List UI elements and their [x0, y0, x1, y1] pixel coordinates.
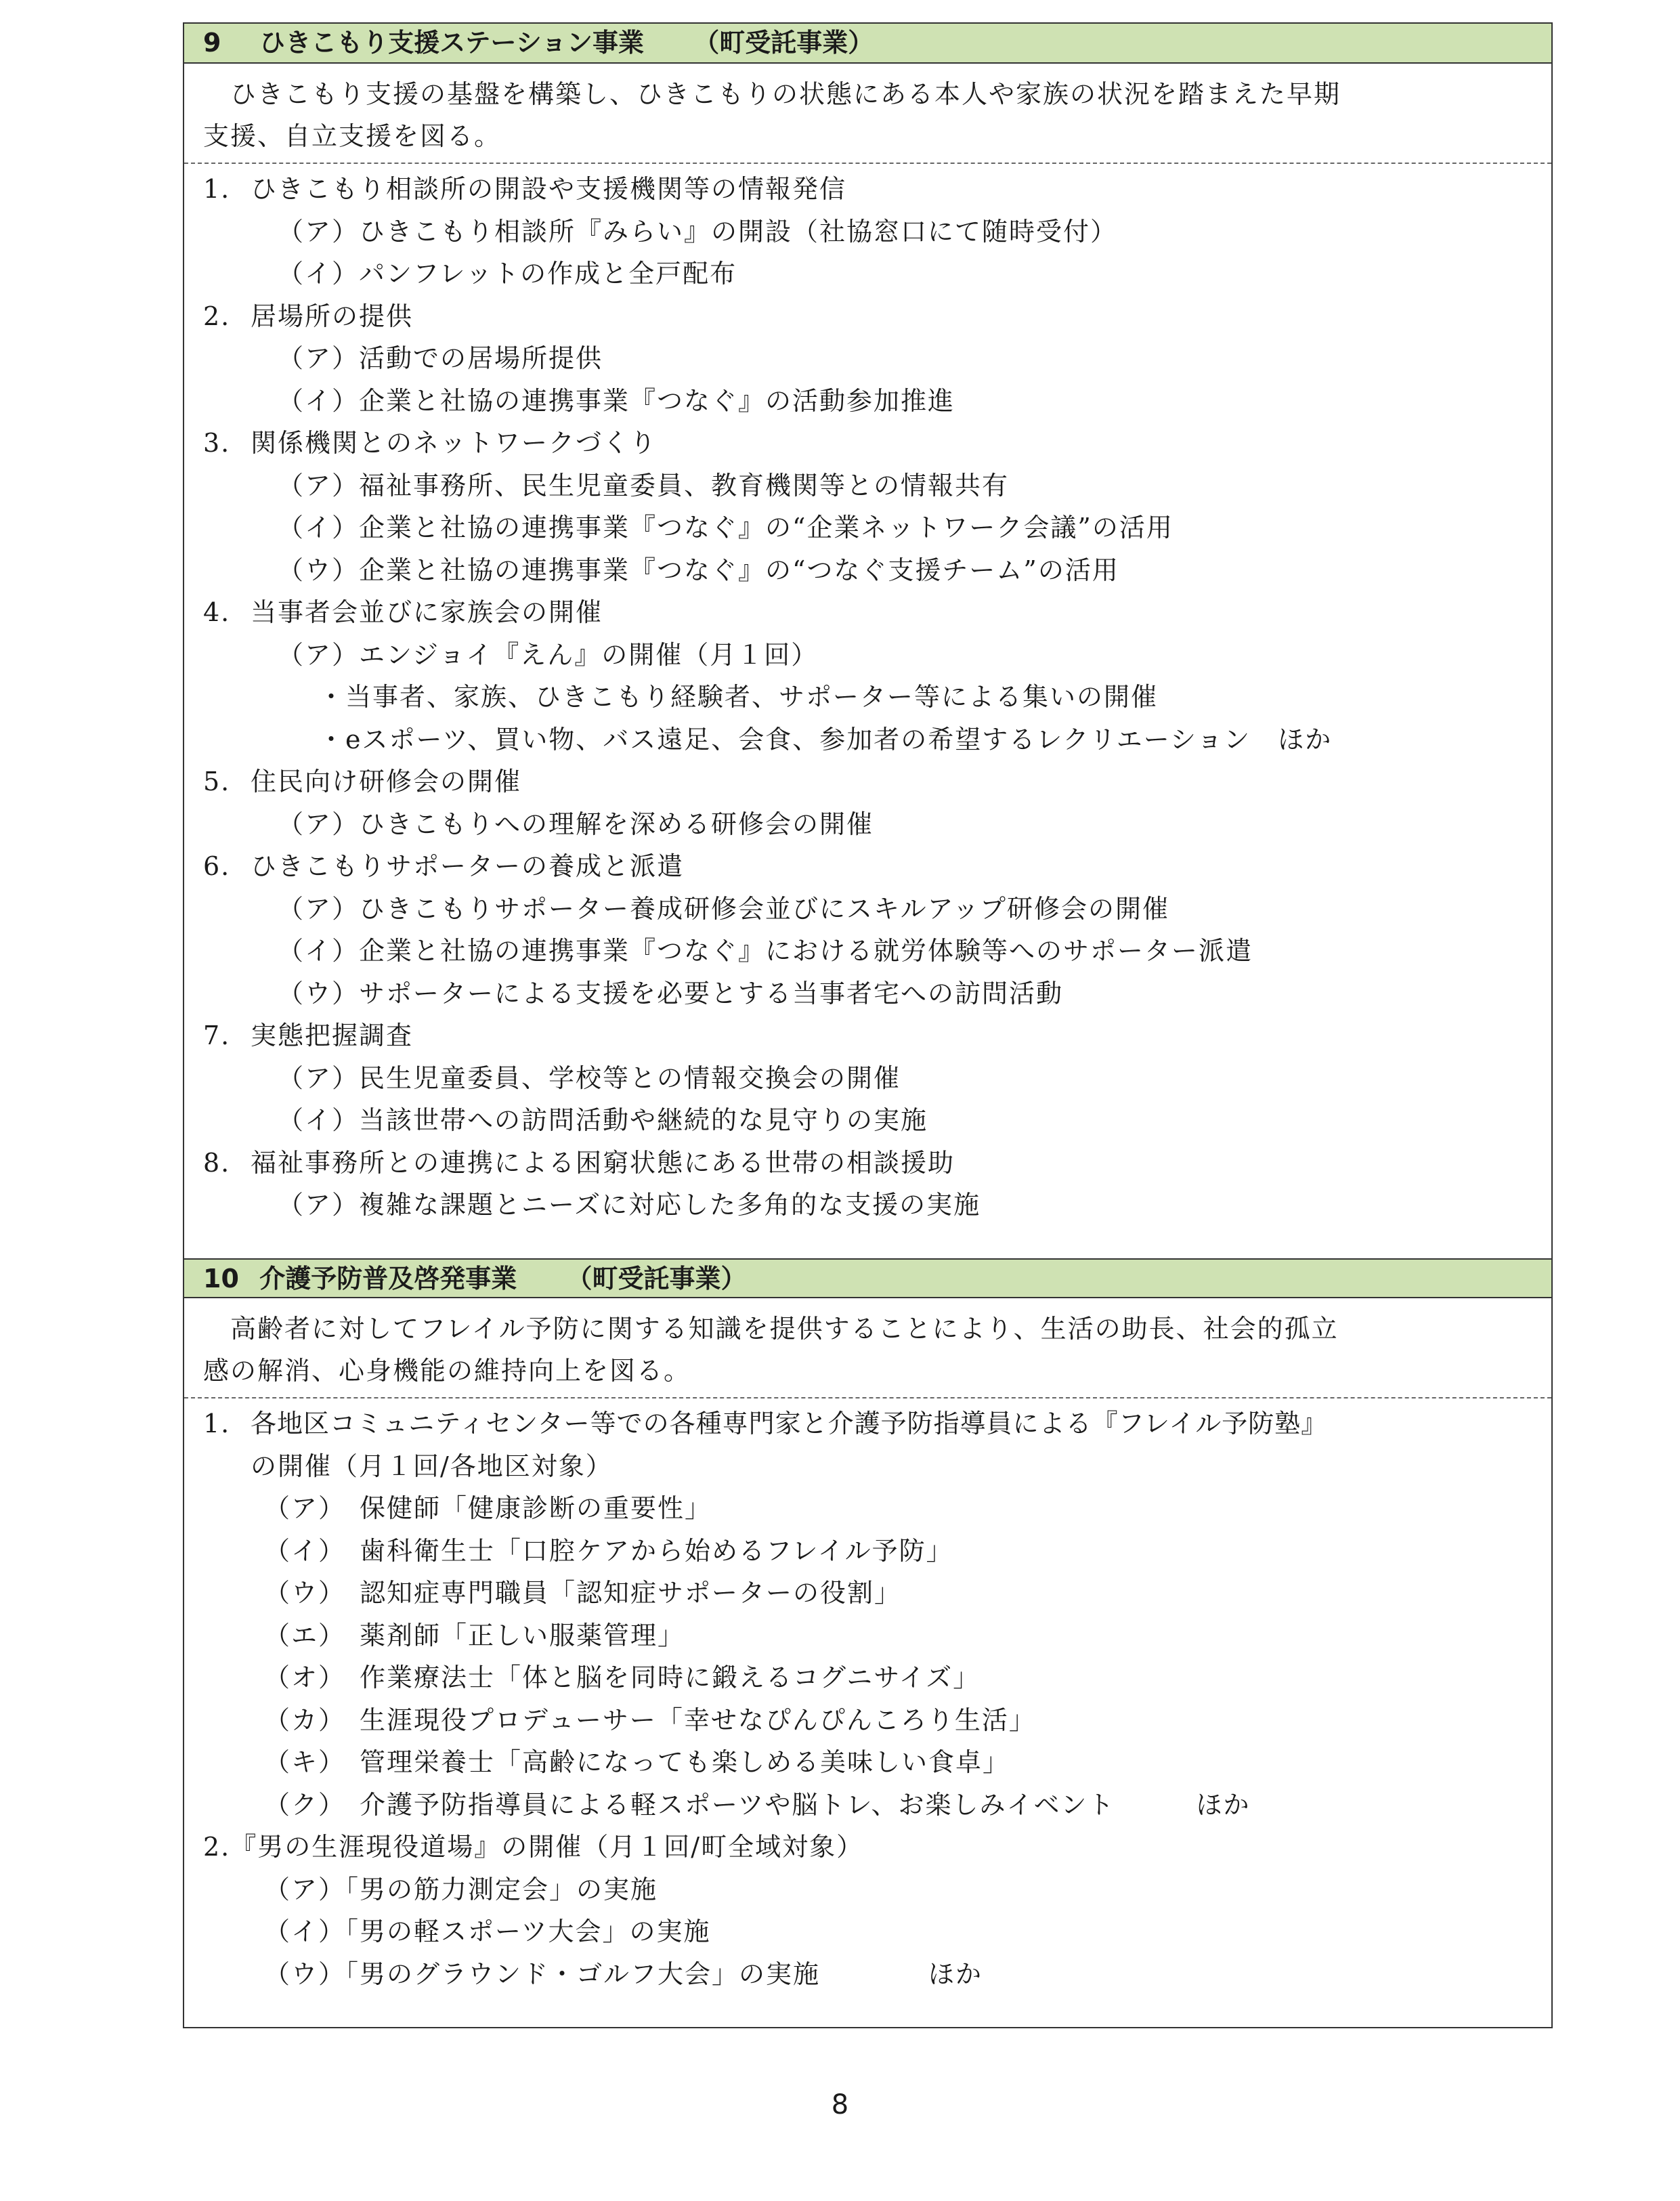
- sub-item: （イ）企業と社協の連携事業『つなぐ』の活動参加推進: [278, 385, 955, 416]
- section-intro: [184, 1298, 1551, 1398]
- sub-item: （イ）企業と社協の連携事業『つなぐ』の“企業ネットワーク会議”の活用: [278, 513, 1173, 542]
- list-item: 4. 当事者会並びに家族会の開催: [203, 597, 603, 627]
- section-tag: （町受託事業）: [693, 28, 874, 58]
- sub-item: （ウ）「男のグラウンド・ゴルフ大会」の実施 ほか: [264, 1959, 983, 1989]
- list-item: 3. 関係機関とのネットワークづくり: [203, 428, 658, 458]
- section-10: [184, 1258, 1551, 1995]
- section-title: 介護予防普及啓発事業: [259, 1264, 517, 1294]
- page-number: 8: [831, 2089, 849, 2120]
- sub-item: （ア）「男の筋力測定会」の実施: [264, 1874, 658, 1904]
- list-item: 5. 住民向け研修会の開催: [203, 767, 522, 796]
- item-list: [184, 164, 1551, 1226]
- section-number: 9: [203, 28, 221, 58]
- section-tag: （町受託事業）: [566, 1264, 747, 1294]
- sub-item: （ウ）サポーターによる支援を必要とする当事者宅への訪問活動: [278, 978, 1064, 1008]
- sub-item: （ア）ひきこもりサポーター養成研修会並びにスキルアップ研修会の開催: [278, 893, 1169, 924]
- sub-item: （イ） 歯科衛生士「口腔ケアから始めるフレイル予防」: [264, 1535, 953, 1566]
- sub-item: （イ）パンフレットの作成と全戸配布: [278, 259, 737, 289]
- section-9: [184, 24, 1551, 1258]
- bullet-item: ・eスポーツ、買い物、バス遠足、会食、参加者の希望するレクリエーション ほか: [318, 724, 1333, 754]
- sub-item: （ア）ひきこもりへの理解を深める研修会の開催: [278, 809, 874, 839]
- item-list: [184, 1398, 1551, 1995]
- sub-item: （カ） 生涯現役プロデューサー「幸せなぴんぴんころり生活」: [264, 1705, 1036, 1735]
- list-item: 1. ひきこもり相談所の開設や支援機関等の情報発信: [203, 174, 847, 204]
- sub-item: （エ） 薬剤師「正しい服薬管理」: [264, 1620, 685, 1650]
- sub-item: （ウ） 認知症専門職員「認知症サポーターの役割」: [264, 1578, 902, 1608]
- list-item: 8. 福祉事務所との連携による困窮状態にある世帯の相談援助: [203, 1147, 955, 1178]
- sub-item: （イ）「男の軽スポーツ大会」の実施: [264, 1917, 711, 1946]
- list-item: 2. 居場所の提供: [203, 301, 414, 331]
- section-title: ひきこもり支援ステーション事業: [259, 28, 644, 58]
- sub-item: （イ）当該世帯への訪問活動や継続的な見守りの実施: [278, 1105, 928, 1135]
- sub-item: （ア）ひきこもり相談所『みらい』の開設（社協窓口にて随時受付）: [278, 216, 1118, 247]
- intro-line: 高齢者に対してフレイル予防に関する知識を提供することにより、生活の助長、社会的孤立: [230, 1314, 1339, 1344]
- sub-item: （ア）エンジョイ『えん』の開催（月１回）: [278, 639, 819, 670]
- document-frame: [183, 22, 1553, 2028]
- section-header: [184, 1258, 1551, 1298]
- sub-item: （キ） 管理栄養士「高齢になっても楽しめる美味しい食卓」: [264, 1747, 1010, 1777]
- section-intro: [184, 64, 1551, 164]
- sub-item: （ア）福祉事務所、民生児童委員、教育機関等との情報共有: [278, 470, 1010, 500]
- sub-item: （ア） 保健師「健康診断の重要性」: [264, 1493, 712, 1523]
- sub-item: （ク） 介護予防指導員による軽スポーツや脳トレ、お楽しみイベント ほか: [264, 1789, 1251, 1820]
- section-header: [184, 24, 1551, 64]
- intro-line: 感の解消、心身機能の維持向上を図る。: [203, 1356, 691, 1386]
- list-item: 1. 各地区コミュニティセンター等での各種専門家と介護予防指導員による『フレイル予防塾』: [203, 1409, 1328, 1438]
- list-item: 6. ひきこもりサポーターの養成と派遣: [203, 851, 685, 881]
- sub-item: （オ） 作業療法士「体と脳を同時に鍛えるコグニサイズ」: [264, 1663, 981, 1692]
- list-item: 7. 実態把握調査: [203, 1021, 414, 1050]
- sub-item: （ア）複雑な課題とニーズに対応した多角的な支援の実施: [278, 1190, 981, 1220]
- sub-item: （ア）民生児童委員、学校等との情報交換会の開催: [278, 1063, 901, 1093]
- list-item: 2.『男の生涯現役道場』の開催（月１回/町全域対象）: [203, 1832, 864, 1862]
- sub-item: （ア）活動での居場所提供: [278, 343, 603, 373]
- section-number: 10: [203, 1264, 239, 1294]
- bullet-item: ・当事者、家族、ひきこもり経験者、サポーター等による集いの開催: [318, 682, 1159, 712]
- intro-line: 支援、自立支援を図る。: [203, 121, 502, 151]
- intro-line: ひきこもり支援の基盤を構築し、ひきこもりの状態にある本人や家族の状況を踏まえた早期: [230, 79, 1341, 109]
- sub-item: （イ）企業と社協の連携事業『つなぐ』における就労体験等へのサポーター派遣: [278, 936, 1253, 966]
- sub-item: （ウ）企業と社協の連携事業『つなぐ』の“つなぐ支援チーム”の活用: [278, 555, 1119, 585]
- list-item-continuation: の開催（月１回/各地区対象）: [251, 1451, 613, 1481]
